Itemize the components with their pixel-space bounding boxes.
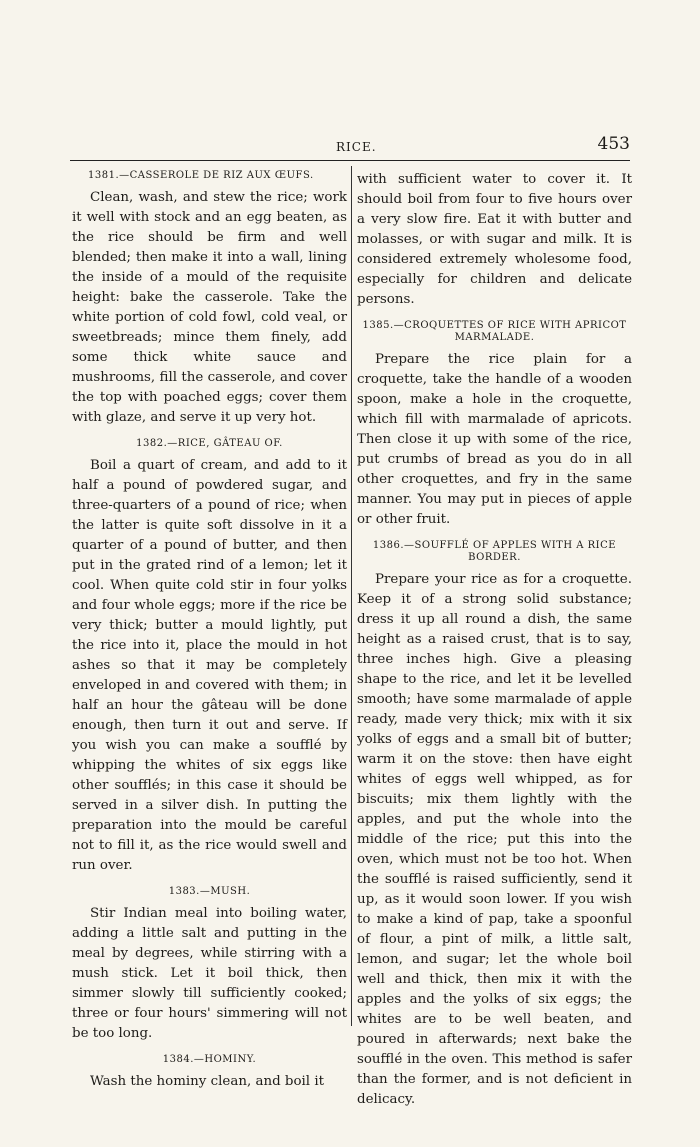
recipe-text-1386: Prepare your rice as for a croquette. Keep it of a strong solid substance; dress it up all round a dish, the same height as a raised crust, that is to say, three inches high. Give a pleasing shape to the rice, and let it be levelled smooth; have some marmalade of apple ready, made very thick; mix with it six yolks of eggs and a small bit of butter; warm it on the stove: then have eight whites of eggs well whipped, as for biscuits; mix them lightly with the apples, and put the whole into the middle of the rice; put this into the oven, which must not be too hot. When the soufflé is raised sufficiently, send it up, as it would soon lower. If you wish to make a kind of pap, take a spoonful of flour, a pint of milk, a little salt, lemon, and sugar; let the whole boil well and thick, then mix it with the apples and the yolks of six eggs; the whites are to be well beaten, and poured in afterwards; next bake the soufflé in the oven. This method is safer than the former, and is not deficient in delicacy. <box>357 572 632 1107</box>
recipe-text-1385: Prepare the rice plain for a croquette, take the handle of a wooden spoon, make a hole in the croquette, which fill with marmalade of apricots. Then close it up with some of the rice, put crumbs of bread as you do in all other croquettes, and fry in the same manner. You may put in pieces of apple or other fruit. <box>357 352 632 527</box>
recipe-heading-1381: 1381.—CASSEROLE DE RIZ AUX ŒUFS. <box>88 170 314 181</box>
header-rule <box>70 160 630 161</box>
right-column <box>357 170 632 1110</box>
recipe-heading-1383: 1383.—MUSH. <box>168 886 251 897</box>
recipe-text-1383: Stir Indian meal into boiling water, adding a little salt and putting in the meal by degrees, while stirring with a mush stick. Let it boil thick, then simmer slowly till sufficiently cooked; three or four hours' simmering will not be too long. <box>72 906 347 1041</box>
recipe-text-1381: Clean, wash, and stew the rice; work it well with stock and an egg beaten, as the rice should be firm and well blended; then make it into a wall, lining the inside of a mould of the requisite height: bake the casserole. Take the white portion of cold fowl, cold veal, or sweetbreads; mince them finely, add some thick white sauce and mushrooms, fill the casserole, and cover the top with poached eggs; cover them with glaze, and serve it up very hot. <box>72 190 347 425</box>
column-divider <box>351 166 352 1026</box>
page-header <box>70 134 630 160</box>
recipe-heading-1384: 1384.—HOMINY. <box>162 1054 257 1065</box>
page-number: 453 <box>597 134 630 154</box>
recipe-heading-1385: 1385.—CROQUETTES OF RICE WITH APRICOT MARMALADE. <box>362 320 627 343</box>
running-head: RICE. <box>336 140 377 154</box>
recipe-text-1382: Boil a quart of cream, and add to it half a pound of powdered sugar, and three-quarters of a pound of rice; when the latter is quite soft dissolve in it a quarter of a pound of butter, and then put in the grated rind of a lemon; let it cool. When quite cold stir in four yolks and four whole eggs; more if the rice be very thick; butter a mould lightly, put the rice into it, place the mould in hot ashes so that it may be completely enveloped in and covered with them; in half an hour the gâteau will be done enough, then turn it out and serve. If you wish you can make a soufflé by whipping the whites of six eggs like other soufflés; in this case it should be served in a silver dish. In putting the preparation into the mould be careful not to fill it, as the rice would swell and run over. <box>72 458 347 873</box>
recipe-heading-1382: 1382.—RICE, GÂTEAU OF. <box>136 438 283 449</box>
recipe-text-1384: Wash the hominy clean, and boil it <box>90 1074 325 1089</box>
recipe-text-1384-continued: with sufficient water to cover it. It should boil from four to five hours over a very slow fire. Eat it with butter and molasses, or with sugar and milk. It is considered extremely wholesome food, especially for children and delicate persons. <box>357 172 632 307</box>
recipe-heading-1386: 1386.—SOUFFLÉ OF APPLES WITH A RICE BORDER. <box>372 540 617 563</box>
left-column <box>72 170 347 1092</box>
